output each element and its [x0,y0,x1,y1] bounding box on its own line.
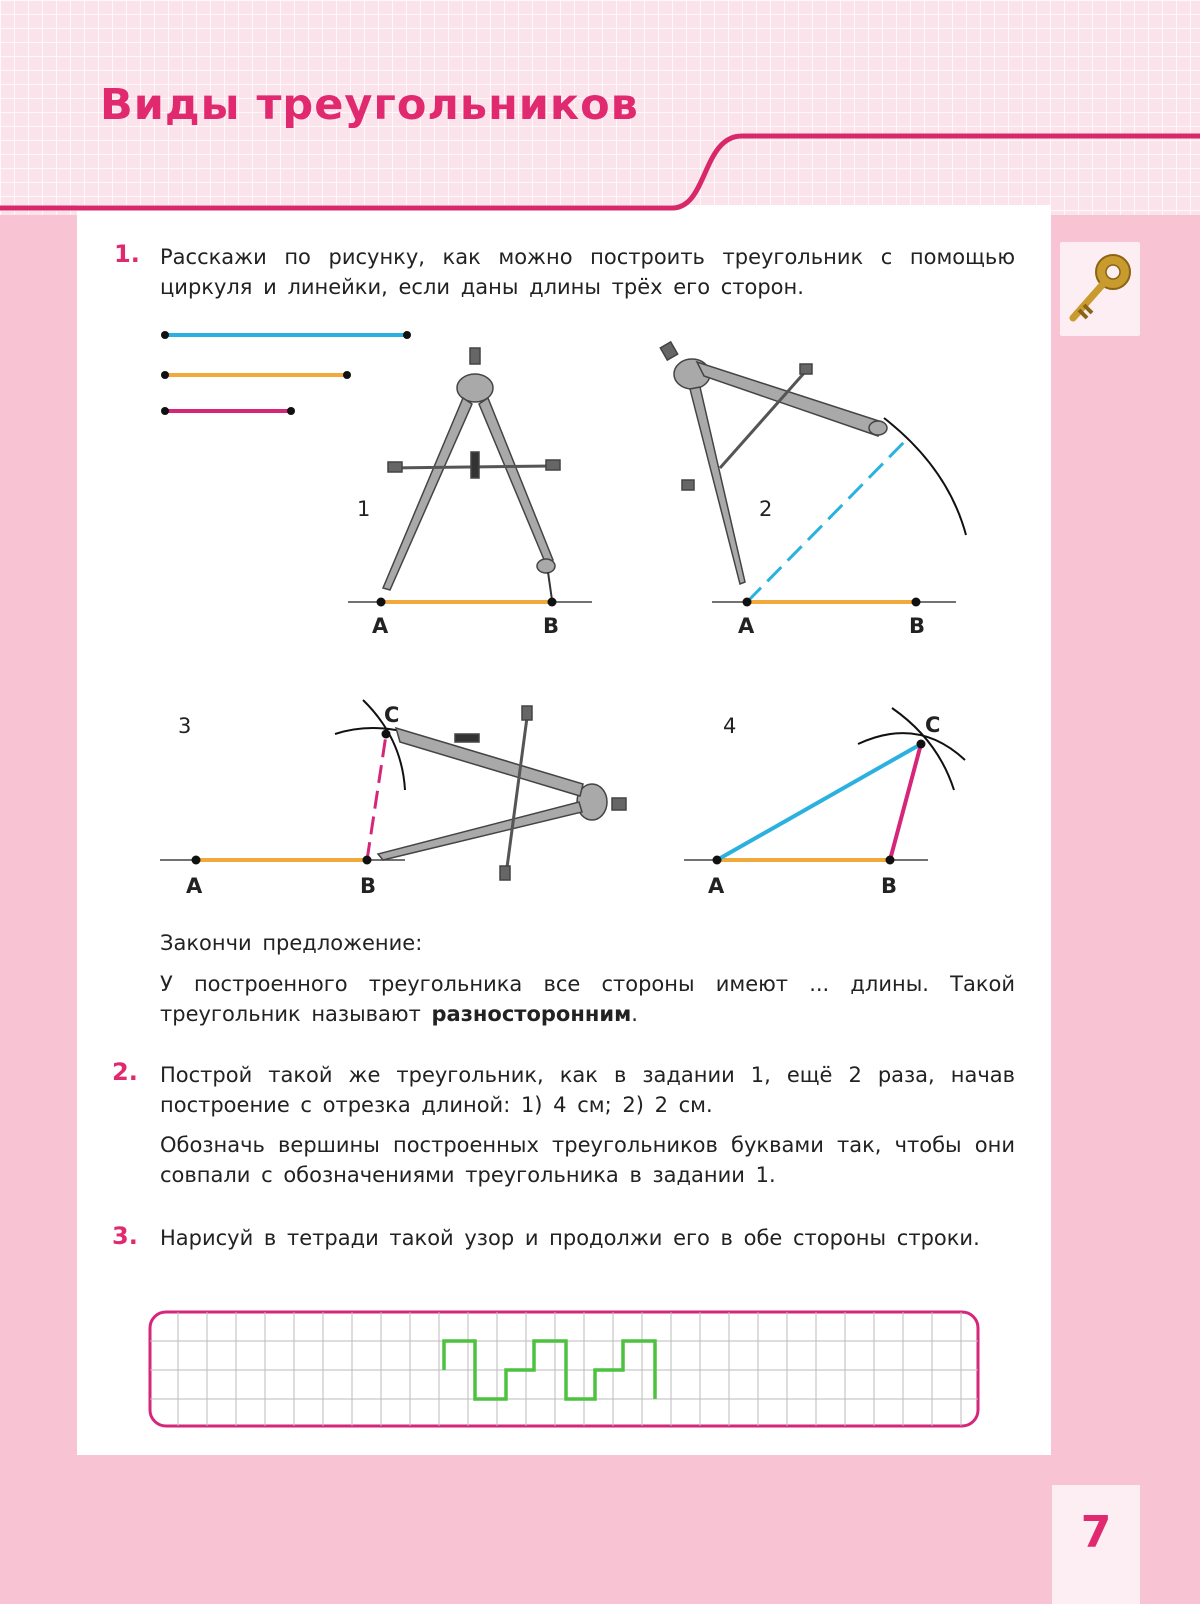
vertex-label-a: A [372,614,389,638]
header-edge [0,136,1200,208]
vertex-label-c: C [925,713,941,737]
step-number: 4 [723,714,737,738]
key-icon [1073,255,1130,318]
step3-diagram [160,700,626,880]
compass-icon [383,348,560,600]
task-number: 2. [112,1058,138,1086]
task-text: Построй такой же треугольник, как в задании 1, ещё 2 раза, начав построение с отрезка длиной: 1) 4 см; 2) 2 см. [160,1063,1015,1117]
step-number: 2 [759,497,773,521]
step2-diagram [660,342,966,607]
vertex-label-a: A [708,874,725,898]
page-title: Виды треугольников [100,80,639,130]
finish-text [160,969,1015,1029]
vertex-label-b: B [881,874,898,898]
task-text: Расскажи по рисунку, как можно построить треугольник с помощью циркуля и линейки, если даны длины трёх его сторон. [160,245,1015,299]
task-number: 3. [112,1222,138,1250]
step-number: 3 [178,714,192,738]
given-segments [161,331,411,415]
term-bold: разносторонним [431,1002,632,1026]
finish-text-body: У построенного треугольника все стороны имеют ... длины. Такой треугольник называют [160,972,1015,1026]
vertex-label-b: B [543,614,560,638]
step-number: 1 [357,497,371,521]
compass-icon [660,342,887,584]
page-number: 7 [1080,1507,1112,1558]
task-text: Нарисуй в тетради такой узор и продолжи его в обе стороны строки. [160,1226,980,1250]
pattern-grid [150,1312,978,1426]
compass-icon [378,706,626,880]
vertex-label-a: A [186,874,203,898]
vertex-label-b: B [909,614,926,638]
task-text-2: Обозначь вершины построенных треугольников буквами так, чтобы они совпали с обозначениями треугольника в задании 1. [160,1133,1015,1187]
task-number: 1. [114,240,140,268]
vertex-label-b: B [360,874,377,898]
finish-text-end: . [631,1002,638,1026]
page-number-box [1052,1485,1140,1604]
vertex-label-a: A [738,614,755,638]
finish-heading: Закончи предложение: [160,931,423,955]
step1-diagram [348,348,592,607]
vertex-label-c: C [384,703,400,727]
